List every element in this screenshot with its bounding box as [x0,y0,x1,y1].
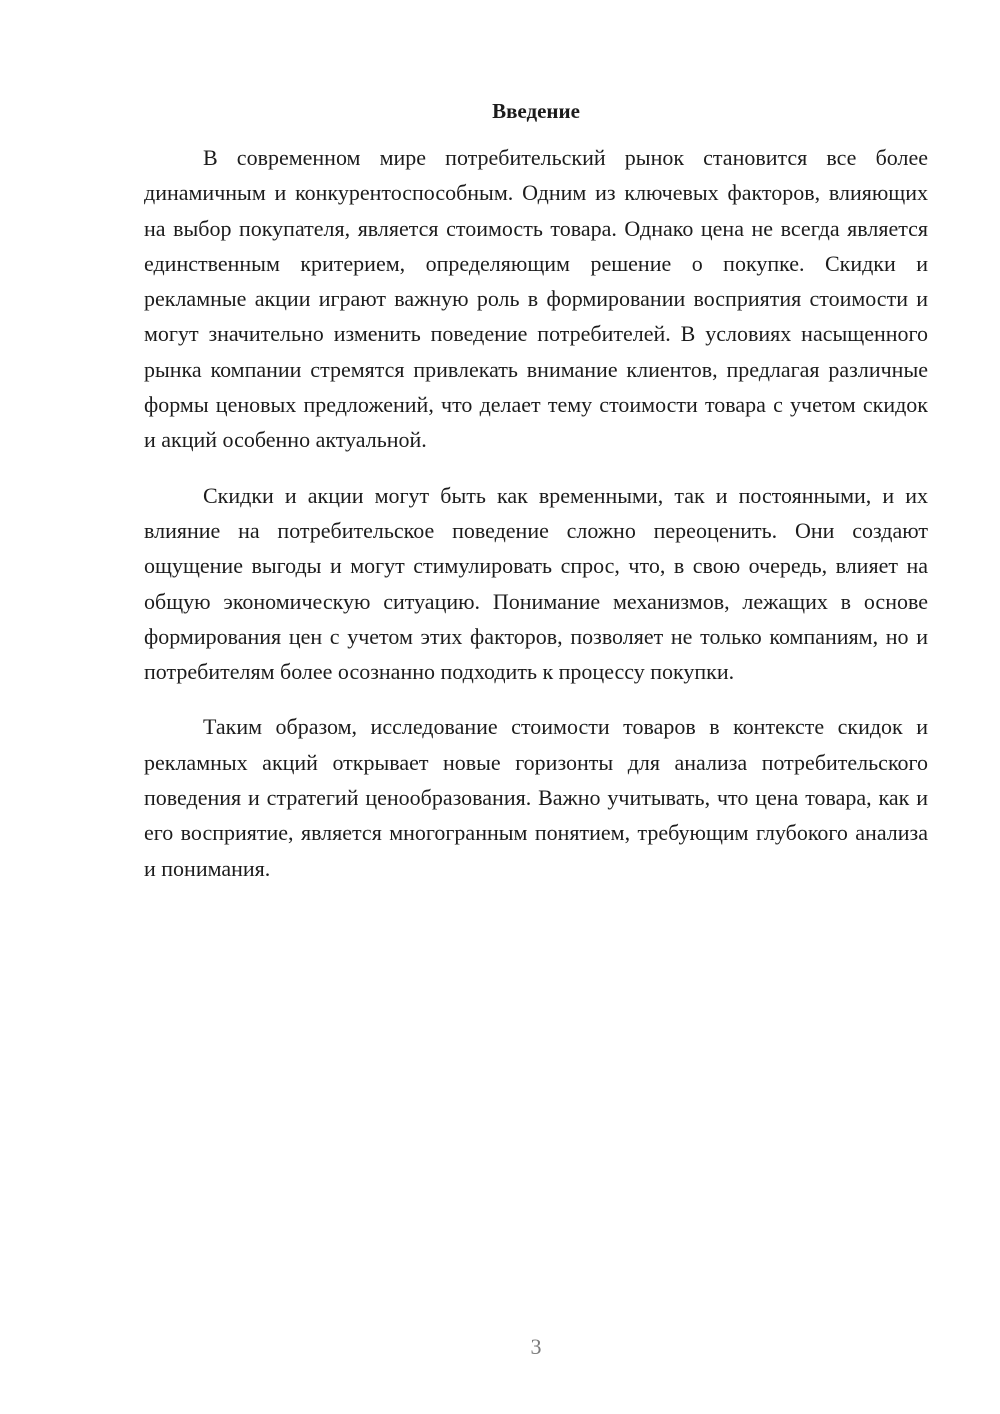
page-title: Введение [492,99,580,123]
paragraph-2: Скидки и акции могут быть как временными, так и постоянными, и их влияние на потребительское поведение сложно переоценить. Они создают ощущение выгоды и могут стимулировать спрос, что, в свою очередь, влияет на общую экономическую ситуацию. Понимание механизмов, лежащих в основе формирования цен с учетом этих факторов, позволяет не только компаниям, но и потребителям более осознанно подходить к процессу покупки. [144,482,928,685]
page-number: 3 [530,1334,542,1359]
paragraph-1: В современном мире потребительский рынок становится все более динамичным и конкурентоспособным. Одним из ключевых факторов, влияющих на выбор покупателя, является стоимость товара. Однако цена не всегда является единственным критерием, определяющим решение о покупке. Скидки и рекламные акции играют важную роль в формировании восприятия стоимости и могут значительно изменить поведение потребителей. В условиях насыщенного рынка компании стремятся привлекать внимание клиентов, предлагая различные формы ценовых предложений, что делает тему стоимости товара с учетом скидок и акций особенно актуальной. [144,145,928,453]
paragraph-3: Таким образом, исследование стоимости товаров в контексте скидок и рекламных акций открывает новые горизонты для анализа потребительского поведения и стратегий ценообразования. Важно учитывать, что цена товара, как и его восприятие, является многогранным понятием, требующим глубокого анализа и понимания. [144,714,928,881]
page-body [144,96,928,886]
